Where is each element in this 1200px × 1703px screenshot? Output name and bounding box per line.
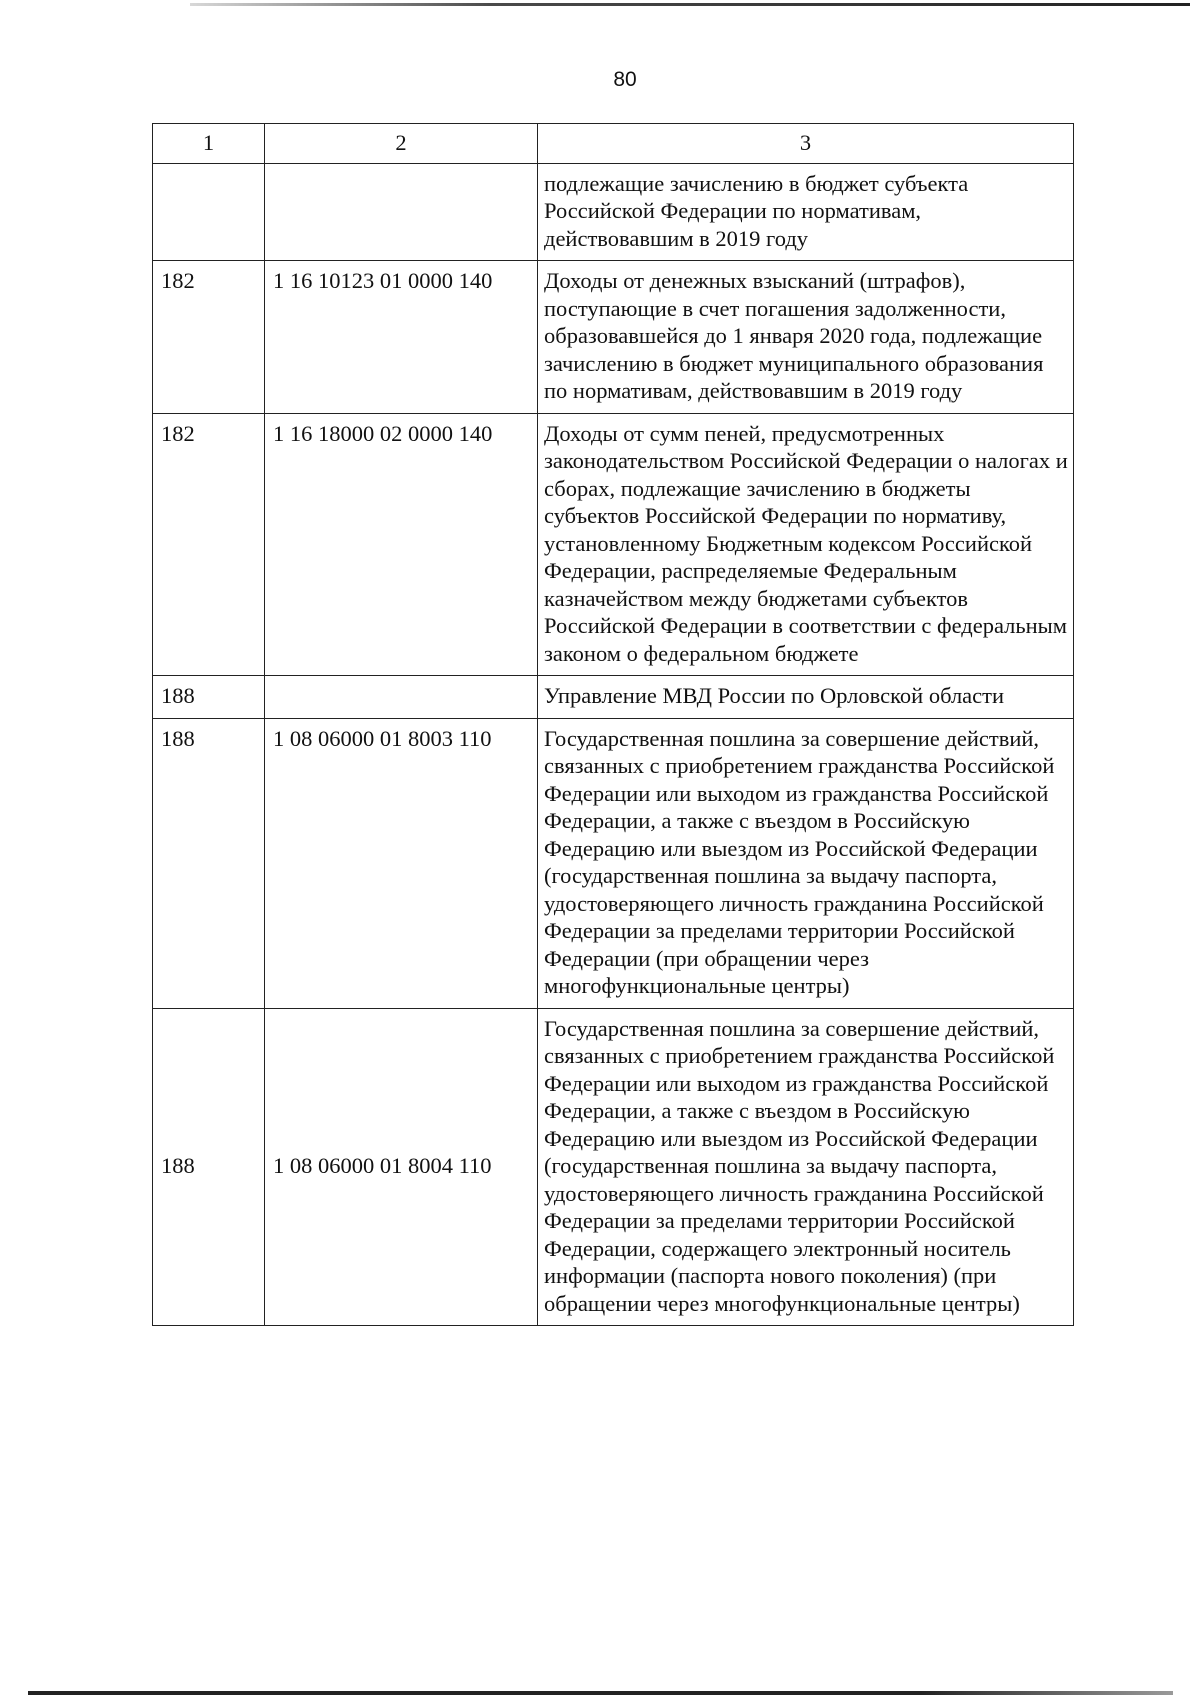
table-row xyxy=(153,413,1074,676)
table-header-row xyxy=(153,124,1074,164)
table-row xyxy=(153,718,1074,1008)
admin-code-cell: 182 xyxy=(153,413,265,676)
kbk-code-cell: 1 08 06000 01 8004 110 xyxy=(265,1008,538,1326)
kbk-code-cell xyxy=(265,676,538,719)
table-row xyxy=(153,261,1074,414)
description-cell: подлежащие зачислению в бюджет субъекта Российской Федерации по нормативам, действовавшим в 2019 году xyxy=(538,163,1074,261)
kbk-code-cell: 1 08 06000 01 8003 110 xyxy=(265,718,538,1008)
admin-code-cell: 188 xyxy=(153,1008,265,1326)
description-cell: Доходы от денежных взысканий (штрафов), поступающие в счет погашения задолженности, образовавшейся до 1 января 2020 года, подлежащие зачислению в бюджет муниципального образования по нормативам, действовавшим в 2019 году xyxy=(538,261,1074,414)
column-header-1: 1 xyxy=(153,124,265,164)
top-scan-rule xyxy=(190,3,1190,6)
description-cell: Доходы от сумм пеней, предусмотренных законодательством Российской Федерации о налогах и сборах, подлежащие зачислению в бюджеты субъектов Российской Федерации по нормативу, установленному Бюджетным кодексом Российской Федерации, распределяемые Федеральным казначейством между бюджетами субъектов Российской Федерации в соответствии с федеральным законом о федеральном бюджете xyxy=(538,413,1074,676)
admin-code-cell: 188 xyxy=(153,676,265,719)
kbk-code-cell xyxy=(265,163,538,261)
admin-code-cell xyxy=(153,163,265,261)
admin-code-cell: 182 xyxy=(153,261,265,414)
table-row xyxy=(153,676,1074,719)
table-row xyxy=(153,1008,1074,1326)
admin-code-cell: 188 xyxy=(153,718,265,1008)
kbk-code-cell: 1 16 18000 02 0000 140 xyxy=(265,413,538,676)
column-header-2: 2 xyxy=(265,124,538,164)
description-cell: Управление МВД России по Орловской области xyxy=(538,676,1074,719)
description-cell: Государственная пошлина за совершение действий, связанных с приобретением гражданства Российской Федерации или выходом из гражданства Российской Федерации, а также с въездом в Российскую Федерацию или выездом из Российской Федерации (государственная пошлина за выдачу паспорта, удостоверяющего личность гражданина Российской Федерации за пределами территории Российской Федерации (при обращении через многофункциональные центры) xyxy=(538,718,1074,1008)
column-header-3: 3 xyxy=(538,124,1074,164)
bottom-scan-rule xyxy=(28,1691,1173,1695)
description-cell: Государственная пошлина за совершение действий, связанных с приобретением гражданства Российской Федерации или выходом из гражданства Российской Федерации, а также с въездом в Российскую Федерацию или выездом из Российской Федерации (государственная пошлина за выдачу паспорта, удостоверяющего личность гражданина Российской Федерации за пределами территории Российской Федерации, содержащего электронный носитель информации (паспорта нового поколения) (при обращении через многофункциональные центры) xyxy=(538,1008,1074,1326)
page-number: 80 xyxy=(613,68,637,91)
kbk-code-cell: 1 16 10123 01 0000 140 xyxy=(265,261,538,414)
revenue-codes-table xyxy=(152,123,1074,1326)
table-row xyxy=(153,163,1074,261)
